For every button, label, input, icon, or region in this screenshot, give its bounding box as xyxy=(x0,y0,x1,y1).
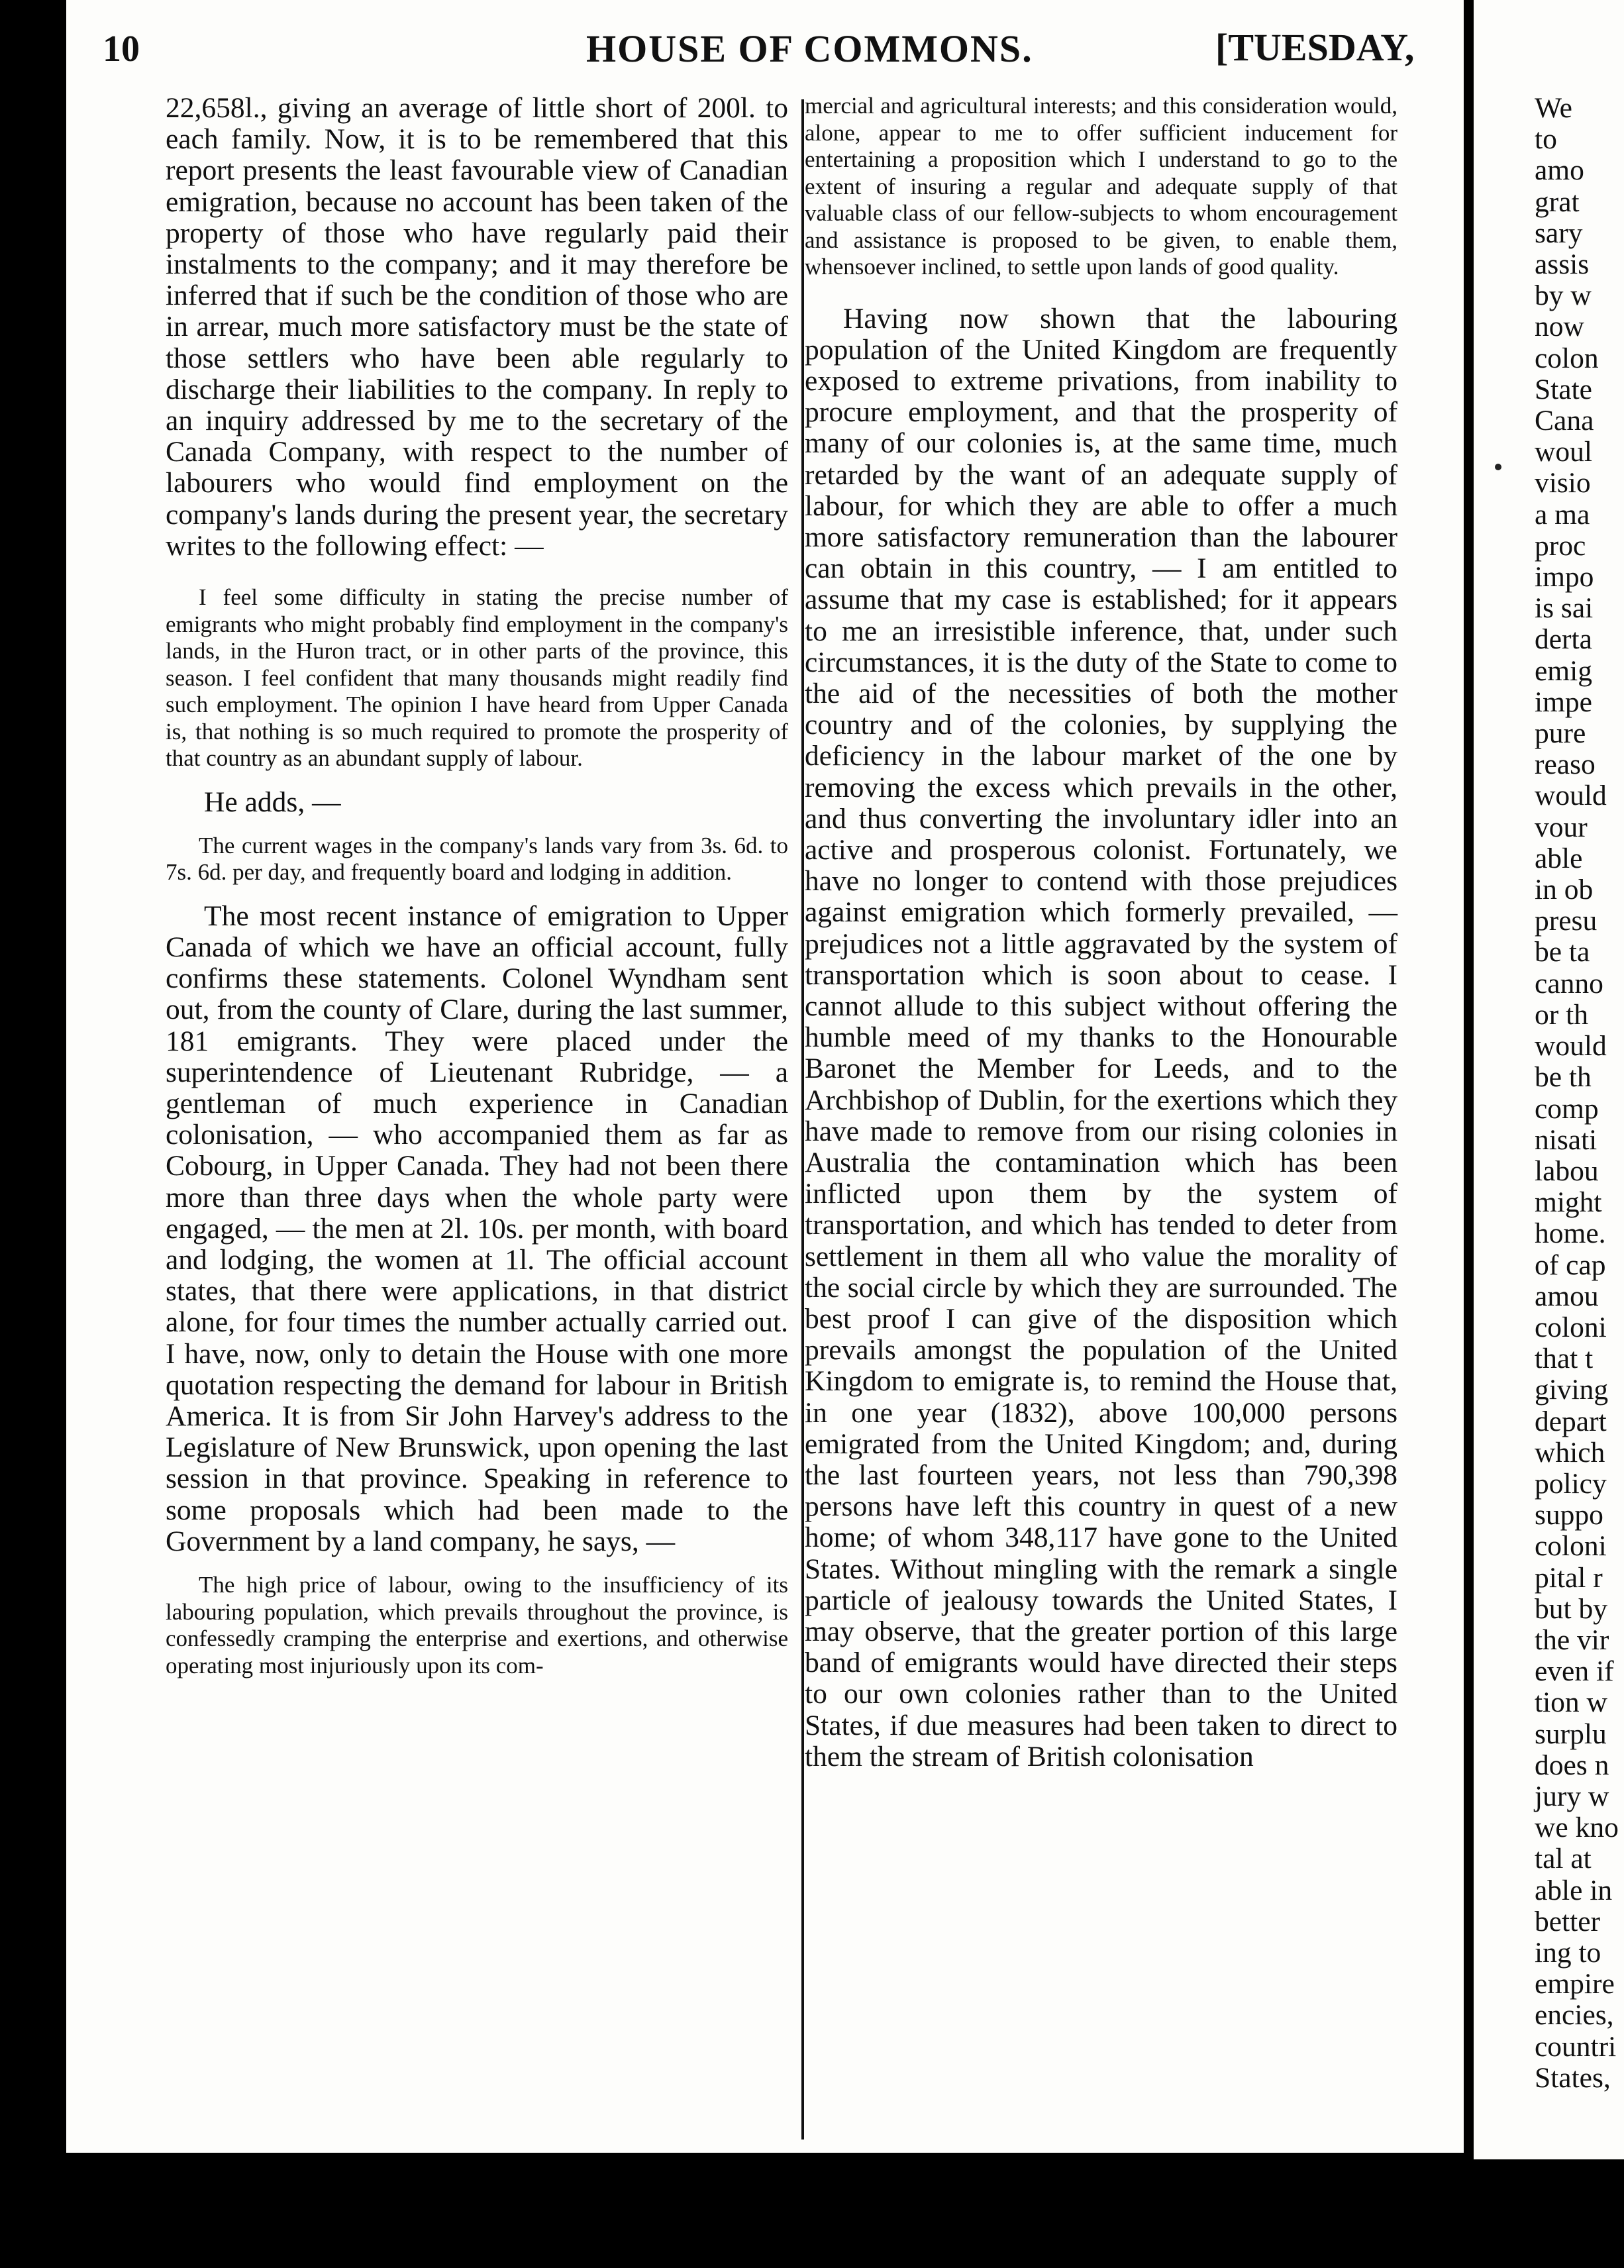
text-fragment: comp xyxy=(1535,1092,1599,1125)
block-quote: I feel some difficulty in stating the precise number of emigrants who might probably find employment in the company's lands, in the Huron tract, or in other parts of the province, this season. I feel confident that many thousands might readily find such employment. The opinion I have heard from Upper Canada is, that nothing is so much required to promote the prosperity of that country as an abundant supply of labour. xyxy=(166,584,788,772)
text-fragment: tal at xyxy=(1535,1843,1592,1875)
text-fragment: but by xyxy=(1535,1592,1607,1625)
text-fragment: presu xyxy=(1535,905,1598,937)
page-number: 10 xyxy=(103,28,140,70)
text-fragment: coloni xyxy=(1535,1530,1607,1563)
text-fragment: we kno xyxy=(1535,1812,1619,1844)
left-column xyxy=(166,93,788,1679)
paragraph: The most recent instance of emigration to Upper Canada of which we have an official account, fully confirms these statements. Colonel Wyndham sent out, from the county of Clare, during the last summer, 181 emigrants. They were placed under the superintendence of Lieutenant Rubridge, — a gentleman of much experience in Canadian colonisation, — who accompanied them as far as Cobourg, in Upper Canada. They had not been there more than three days when the whole party were engaged, — the men at 2l. 10s. per month, with board and lodging, the women at 1l. The official account states, that there were applications, in that district alone, for four times the number actually carried out. I have, now, only to detain the House with one more quotation respecting the demand for labour in British America. It is from Sir John Harvey's address to the Legislature of New Brunswick, upon opening the last session in that province. Speaking in reference to some proposals which had been made to the Government by a land company, he says, — xyxy=(166,900,788,1557)
text-fragment: tion w xyxy=(1535,1686,1607,1719)
text-fragment: suppo xyxy=(1535,1499,1603,1531)
text-fragment: pital r xyxy=(1535,1561,1603,1594)
text-fragment: even if xyxy=(1535,1655,1614,1688)
text-fragment: encies, xyxy=(1535,1999,1614,2032)
text-fragment: that t xyxy=(1535,1343,1594,1375)
text-fragment: which xyxy=(1535,1436,1605,1469)
running-title: HOUSE OF COMMONS. xyxy=(586,27,1033,70)
text-fragment: by w xyxy=(1535,280,1592,312)
paragraph: Having now shown that the labouring population of the United Kingdom are frequently exposed to extreme privations, from inability to procure employment, and that the prosperity of many of our colonies is, at the same time, much retarded by the want of an adequate supply of labour, for which they are able to offer a much more satisfactory remuneration than the labourer can obtain in this country, — I am entitled to assume that my case is established; for it appears to me an irresistible inference, that, under such circumstances, it is the duty of the State to come to the aid of the necessities of both the mother country and of the colonies, by supplying the deficiency in the labour market of the one by removing the excess which prevails in the other, and thus converting the involuntary idler into an active and prosperous colonist. Fortunately, we have no longer to contend with those prejudices against emigration which formerly prevailed, — prejudices not a little aggravated by the system of transportation which is soon about to cease. I cannot allude to this subject without offering the humble meed of my thanks to the Honourable Baronet the Member for Leeds, and to the Archbishop of Dublin, for the exertions which they have made to remove from our rising colonies in Australia the contamination which has been inflicted upon them by the system of transportation, and which has tended to deter from settlement in them all who value the morality of the social circle by which they are surrounded. The best proof I can give of the disposition which prevails amongst the population of the United Kingdom to emigrate is, to remind the House that, in one year (1832), above 100,000 persons emigrated from the United Kingdom; and, during the last fourteen years, not less than 790,398 persons have left this country in quest of a new home; of whom 348,117 have gone to the United States. Without mingling with the remark a single particle of jealousy towards the United States, I may observe, that the greater portion of this large band of emigrants would have directed their steps to our own colonies rather than to the United States, if due measures had been taken to direct to them the stream of British colonisation xyxy=(805,302,1397,1773)
text-fragment: amo xyxy=(1535,154,1584,187)
text-fragment: emig xyxy=(1535,654,1592,687)
text-fragment: might xyxy=(1535,1186,1602,1219)
middle-column xyxy=(791,93,1397,1773)
text-fragment: Cana xyxy=(1535,405,1594,437)
text-fragment: surplu xyxy=(1535,1718,1607,1750)
text-fragment: countri xyxy=(1535,2030,1617,2063)
text-fragment: reaso xyxy=(1535,748,1596,781)
text-fragment: does n xyxy=(1535,1749,1609,1781)
text-fragment: would xyxy=(1535,780,1607,812)
text-fragment: to xyxy=(1535,123,1557,156)
paragraph: 22,658l., giving an average of little short of 200l. to each family. Now, it is to be remembered that this report presents the least favourable view of Canadian emigration, because no account has been taken of the property of those who have regularly paid their instalments to the company; and it may therefore be inferred that if such be the condition of those who are in arrear, much more satisfactory must be the state of those settlers who have been able regularly to discharge their liabilities to the company. In reply to an inquiry addressed by me to the secretary of the Canada Company, with respect to the number of labourers who would find employment on the company's lands during the present year, the secretary writes to the following effect: — xyxy=(166,92,788,562)
text-fragment: of cap xyxy=(1535,1249,1606,1281)
text-fragment: visio xyxy=(1535,467,1591,499)
text-fragment: amou xyxy=(1535,1280,1599,1312)
text-fragment: woul xyxy=(1535,436,1592,468)
text-fragment: nisati xyxy=(1535,1123,1598,1156)
text-fragment: derta xyxy=(1535,623,1592,656)
text-fragment: coloni xyxy=(1535,1311,1607,1343)
text-fragment: is sai xyxy=(1535,592,1594,625)
text-fragment: vour xyxy=(1535,811,1588,843)
text-fragment: impe xyxy=(1535,686,1592,718)
paragraph: He adds, — xyxy=(204,786,341,818)
right-column-fragments xyxy=(1474,93,1624,2094)
text-fragment: ing to xyxy=(1535,1936,1601,1969)
text-fragment: or th xyxy=(1535,998,1588,1031)
text-fragment: would xyxy=(1535,1030,1607,1062)
adjacent-page-fragment xyxy=(1474,0,1624,2159)
text-fragment: sary xyxy=(1535,217,1583,249)
text-fragment: giving xyxy=(1535,1374,1609,1406)
block-quote: The high price of labour, owing to the insufficiency of its labouring population, which prevails throughout the province, is confessedly cramping the enterprise and exertions, and otherwise operating most injuriously upon its com- xyxy=(166,1572,788,1678)
text-fragment: proc xyxy=(1535,529,1586,562)
text-fragment: empire xyxy=(1535,1968,1615,2000)
text-fragment: home. xyxy=(1535,1217,1606,1250)
text-fragment: able xyxy=(1535,842,1583,874)
text-fragment: impo xyxy=(1535,561,1594,593)
text-fragment: better xyxy=(1535,1905,1601,1937)
text-fragment: now xyxy=(1535,311,1584,343)
text-fragment: in ob xyxy=(1535,874,1594,906)
text-fragment: be th xyxy=(1535,1061,1592,1094)
text-fragment: grat xyxy=(1535,185,1580,218)
block-quote-continued: mercial and agricultural interests; and this consideration would, alone, appear to me to offer sufficient inducement for entertaining a proposition which I understand to go to the extent of insuring a regular and adequate supply of that valuable class of our fellow-subjects to whom encouragement and assistance is proposed to be given, to enable them, whensoever inclined, to settle upon lands of good quality. xyxy=(805,93,1397,280)
text-fragment: canno xyxy=(1535,967,1603,1000)
text-fragment: policy xyxy=(1535,1467,1607,1500)
text-fragment: States, xyxy=(1535,2061,1611,2094)
text-fragment: labou xyxy=(1535,1155,1599,1187)
text-fragment: assis xyxy=(1535,248,1590,281)
text-fragment: a ma xyxy=(1535,498,1590,531)
text-fragment: able in xyxy=(1535,1874,1613,1906)
text-fragment: depart xyxy=(1535,1405,1607,1437)
block-quote: The current wages in the company's lands vary from 3s. 6d. to 7s. 6d. per day, and frequently board and lodging in addition. xyxy=(166,832,788,886)
text-fragment: colon xyxy=(1535,342,1599,374)
text-fragment: be ta xyxy=(1535,936,1590,968)
text-fragment: State xyxy=(1535,373,1592,405)
running-date-bracket: [TUESDAY, xyxy=(1215,26,1415,69)
text-fragment: We xyxy=(1535,92,1572,124)
text-fragment: jury w xyxy=(1535,1780,1609,1812)
text-fragment: pure xyxy=(1535,717,1586,750)
text-fragment: the vir xyxy=(1535,1624,1609,1656)
